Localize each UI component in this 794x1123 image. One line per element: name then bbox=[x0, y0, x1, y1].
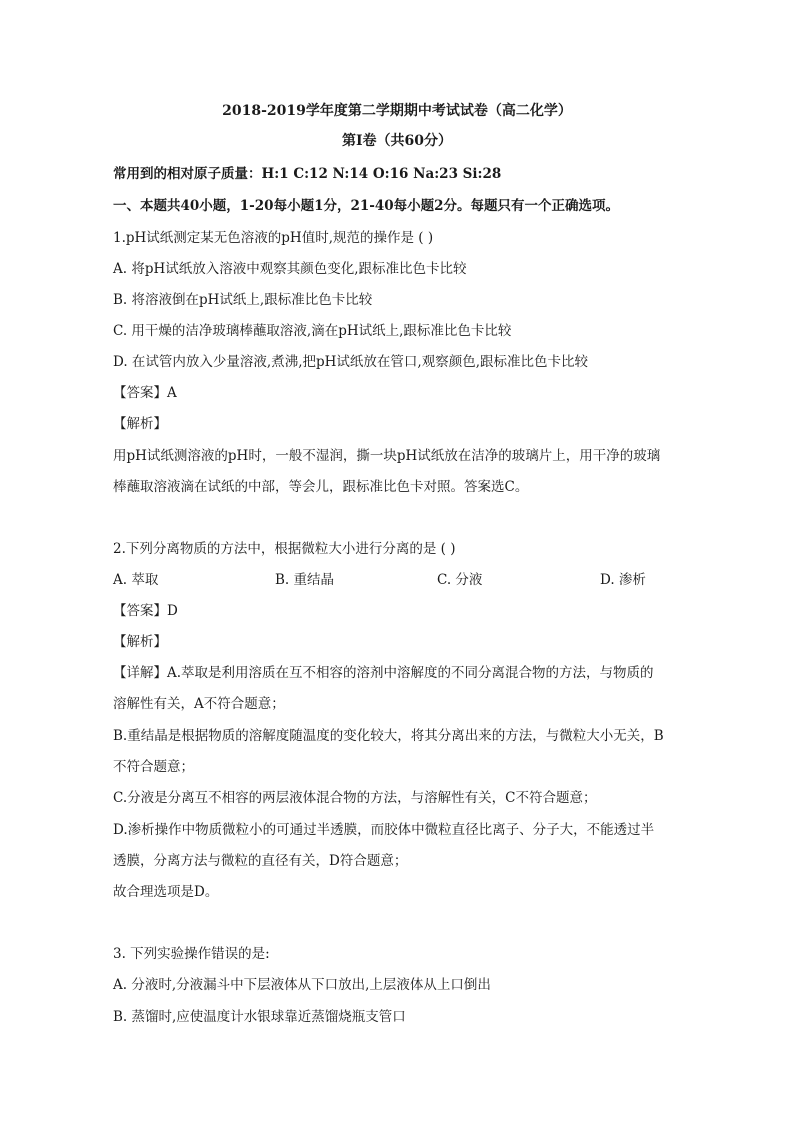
q1-analysis-line: 棒蘸取溶液滴在试纸的中部，等会儿，跟标准比色卡对照。答案选C。 bbox=[113, 479, 529, 495]
q1-option-d: D. 在试管内放入少量溶液,煮沸,把pH试纸放在管口,观察颜色,跟标准比色卡比较 bbox=[113, 354, 589, 370]
q2-detail-line: 溶解性有关，A不符合题意； bbox=[113, 696, 285, 712]
q2-option-b: B. 重结晶 bbox=[275, 572, 335, 588]
q2-detail-line: 不符合题意； bbox=[113, 759, 194, 775]
q1-analysis-line: 用pH试纸测溶液的pH时，一般不湿润，撕一块pH试纸放在洁净的玻璃片上，用干净的玻璃 bbox=[113, 448, 661, 464]
q1-option-b: B. 将溶液倒在pH试纸上,跟标准比色卡比较 bbox=[113, 292, 373, 308]
q1-option-c: C. 用干燥的洁净玻璃棒蘸取溶液,滴在pH试纸上,跟标准比色卡比较 bbox=[113, 323, 512, 339]
exam-title: 2018-2019学年度第二学期期中考试试卷（高二化学） bbox=[222, 103, 572, 119]
q2-stem: 2.下列分离物质的方法中，根据微粒大小进行分离的是 ( ) bbox=[113, 541, 456, 557]
q2-detail-line: B.重结晶是根据物质的溶解度随温度的变化较大，将其分离出来的方法，与微粒大小无关，B bbox=[113, 728, 664, 744]
q2-detail-line: 【详解】A.萃取是利用溶质在互不相容的溶剂中溶解度的不同分离混合物的方法，与物质的 bbox=[113, 665, 654, 681]
q2-analysis-label: 【解析】 bbox=[113, 634, 167, 650]
q2-detail-line: C.分液是分离互不相容的两层液体混合物的方法，与溶解性有关，C不符合题意； bbox=[113, 790, 597, 806]
q2-option-c: C. 分液 bbox=[437, 572, 483, 588]
q2-detail-line: 透膜，分离方法与微粒的直径有关，D符合题意； bbox=[113, 853, 408, 869]
q2-answer: 【答案】D bbox=[113, 603, 178, 619]
q2-option-a: A. 萃取 bbox=[113, 572, 159, 588]
q2-option-d: D. 渗析 bbox=[600, 572, 646, 588]
q3-stem: 3. 下列实验操作错误的是: bbox=[113, 946, 270, 962]
q3-option-a: A. 分液时,分液漏斗中下层液体从下口放出,上层液体从上口倒出 bbox=[113, 977, 491, 993]
q3-option-b: B. 蒸馏时,应使温度计水银球靠近蒸馏烧瓶支管口 bbox=[113, 1009, 406, 1025]
atomic-masses: 常用到的相对原子质量：H:1 C:12 N:14 O:16 Na:23 Si:28 bbox=[113, 166, 502, 182]
q1-answer: 【答案】A bbox=[113, 385, 177, 401]
q1-analysis-label: 【解析】 bbox=[113, 416, 167, 432]
section-heading: 一、本题共40小题，1-20每小题1分，21-40每小题2分。每题只有一个正确选项。 bbox=[113, 198, 620, 214]
q1-stem: 1.pH试纸测定某无色溶液的pH值时,规范的操作是 ( ) bbox=[113, 230, 434, 246]
q2-detail-line: 故合理选项是D。 bbox=[113, 884, 219, 900]
q2-detail-line: D.渗析操作中物质微粒小的可通过半透膜，而胶体中微粒直径比离子、分子大，不能透过半 bbox=[113, 822, 655, 838]
q1-option-a: A. 将pH试纸放入溶液中观察其颜色变化,跟标准比色卡比较 bbox=[113, 261, 467, 277]
exam-subtitle: 第Ⅰ卷（共60分） bbox=[341, 133, 453, 149]
